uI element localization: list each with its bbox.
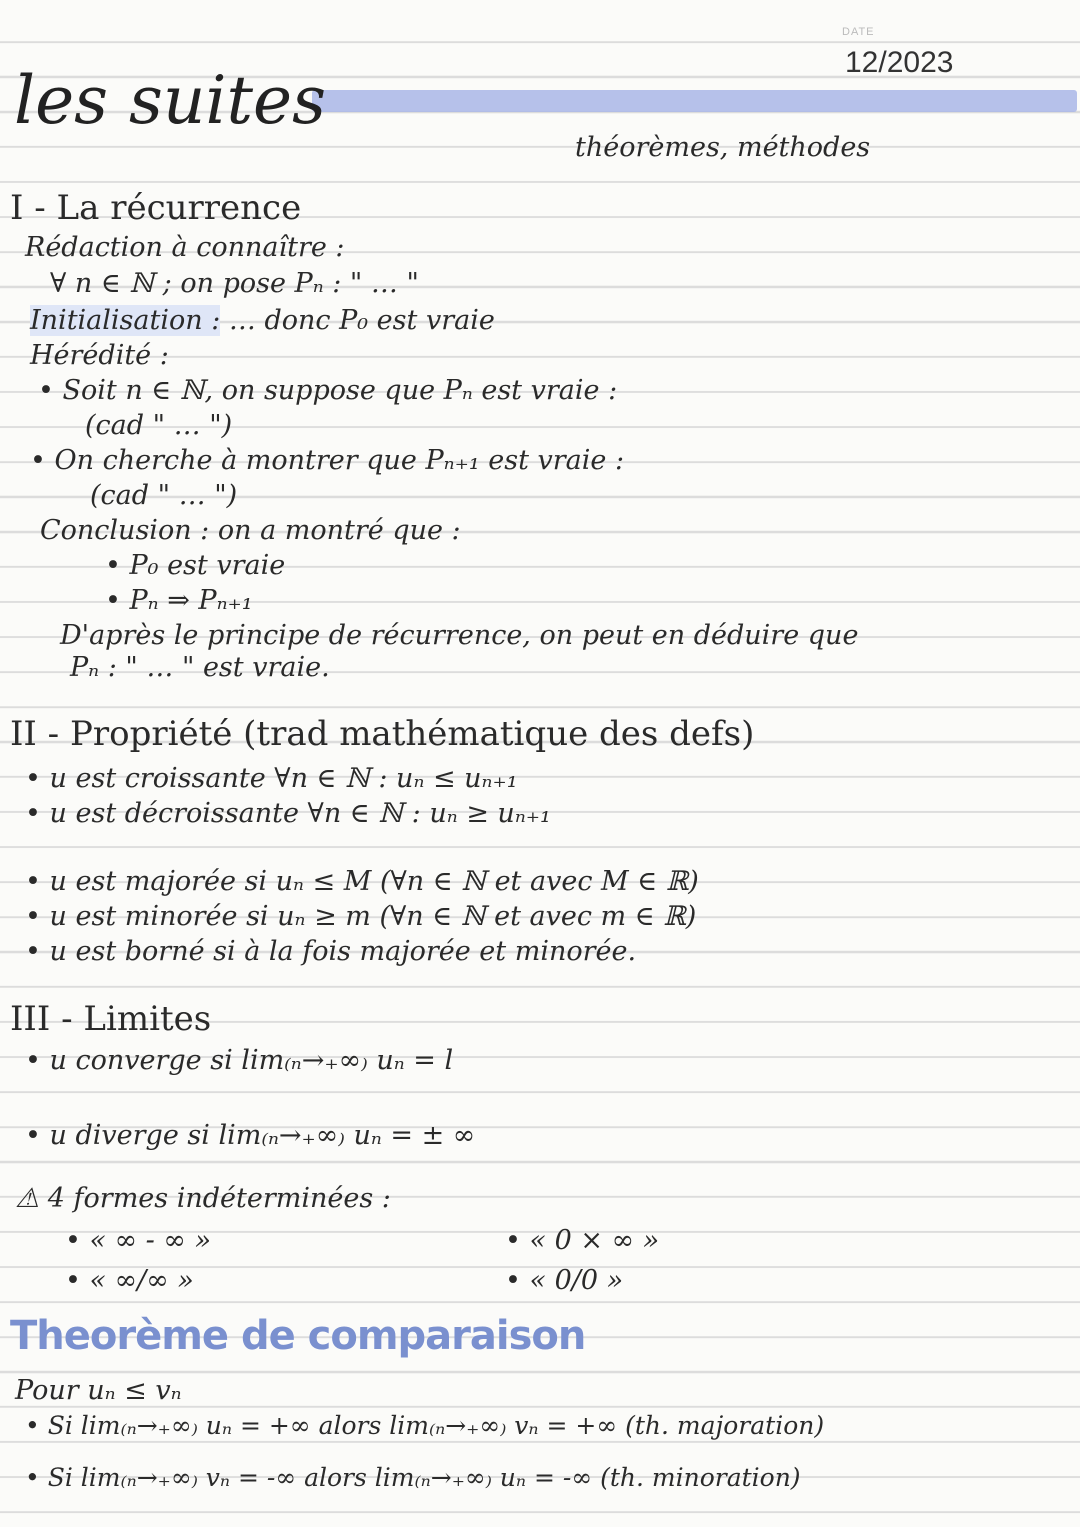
text-line — [30, 305, 495, 337]
text-line: • Soit n ∈ ℕ, on suppose que Pₙ est vraie : — [38, 375, 618, 406]
text-line: • P₀ est vraie — [105, 550, 286, 581]
indeterminate-form: • « 0 × ∞ » — [505, 1225, 660, 1256]
text-line: • u converge si lim₍ₙ→₊∞₎ uₙ = l — [25, 1045, 454, 1076]
text-line: (cad " … ") — [85, 410, 233, 441]
indeterminate-form: • « 0/0 » — [505, 1265, 624, 1296]
text-line: • u est décroissante ∀n ∈ ℕ : uₙ ≥ uₙ₊₁ — [25, 798, 551, 829]
page-title: les suites — [14, 62, 326, 139]
subtitle: théorèmes, méthodes — [575, 132, 871, 163]
text-line: • u est majorée si uₙ ≤ M (∀n ∈ ℕ et avec M ∈ ℝ) — [25, 866, 699, 897]
indeterminate-form: • « ∞ - ∞ » — [65, 1225, 211, 1256]
indeterminate-form: • « ∞/∞ » — [65, 1265, 194, 1296]
section-4-heading: Theorème de comparaison — [10, 1313, 586, 1359]
title-highlight-bar — [312, 90, 1077, 112]
initialisation-text: … donc P₀ est vraie — [220, 305, 495, 336]
text-line: Pₙ : " … " est vraie. — [70, 652, 330, 683]
text-line: • u est minorée si uₙ ≥ m (∀n ∈ ℕ et avec m ∈ ℝ) — [25, 901, 697, 932]
text-line: Conclusion : on a montré que : — [40, 515, 461, 546]
date-label: DATE — [842, 26, 875, 38]
text-line: Pour uₙ ≤ vₙ — [15, 1375, 182, 1406]
text-line: (cad " … ") — [90, 480, 238, 511]
text-line: Rédaction à connaître : — [25, 232, 345, 263]
section-1-heading: I - La récurrence — [10, 188, 302, 228]
text-line: • On cherche à montrer que Pₙ₊₁ est vraie : — [30, 445, 625, 476]
text-line: D'après le principe de récurrence, on peut en déduire que — [60, 620, 859, 651]
text-line: • Si lim₍ₙ→₊∞₎ vₙ = -∞ alors lim₍ₙ→₊∞₎ uₙ = -∞ (th. minoration) — [25, 1463, 801, 1492]
date: 12/2023 — [845, 46, 954, 79]
text-line: • u est borné si à la fois majorée et minorée. — [25, 936, 637, 967]
section-3-heading: III - Limites — [10, 999, 212, 1039]
text-line: • Si lim₍ₙ→₊∞₎ uₙ = +∞ alors lim₍ₙ→₊∞₎ vₙ = +∞ (th. majoration) — [25, 1411, 825, 1440]
text-line: ∀ n ∈ ℕ ; on pose Pₙ : " … " — [50, 268, 419, 299]
text-line: ⚠ 4 formes indéterminées : — [15, 1183, 391, 1214]
initialisation-label: Initialisation : — [30, 305, 221, 336]
text-line: Hérédité : — [30, 340, 169, 371]
section-2-heading: II - Propriété (trad mathématique des defs) — [10, 714, 755, 754]
text-line: • u diverge si lim₍ₙ→₊∞₎ uₙ = ± ∞ — [25, 1120, 476, 1151]
text-line: • u est croissante ∀n ∈ ℕ : uₙ ≤ uₙ₊₁ — [25, 763, 518, 794]
text-line: • Pₙ ⇒ Pₙ₊₁ — [105, 585, 253, 616]
